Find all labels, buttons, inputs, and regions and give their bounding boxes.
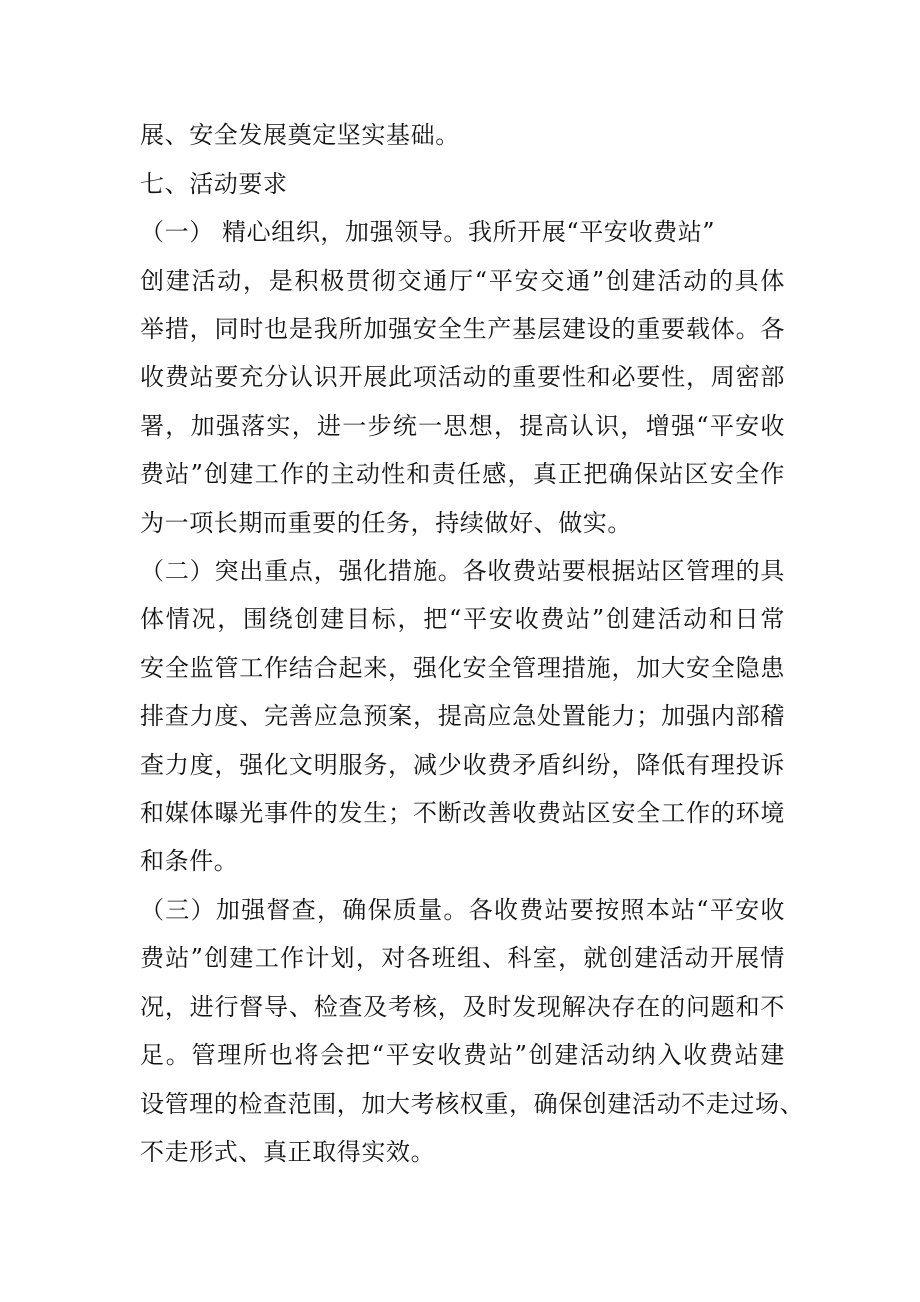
paragraph-line: 查力度，强化文明服务，减少收费矛盾纠纷，降低有理投诉 [140, 751, 785, 779]
paragraph-line: 费站”创建工作计划，对各班组、科室，就创建活动开展情 [140, 944, 785, 972]
paragraph-line: 不走形式、真正取得实效。 [140, 1138, 436, 1166]
paragraph-line: 设管理的检查范围，加大考核权重，确保创建活动不走过场、 [140, 1090, 805, 1118]
paragraph-line: （三）加强督查，确保质量。各收费站要按照本站“平安收 [140, 896, 785, 924]
paragraph-line: 展、安全发展奠定坚实基础。 [140, 121, 460, 149]
paragraph-line: 举措，同时也是我所加强安全生产基层建设的重要载体。各 [140, 315, 785, 343]
paragraph-line: 排查力度、完善应急预案，提高应急处置能力；加强内部稽 [140, 702, 785, 730]
section-heading: 七、活动要求 [140, 170, 288, 198]
paragraph-line: 体情况，围绕创建目标，把“平安收费站”创建活动和日常 [140, 605, 785, 633]
paragraph-line: （一） 精心组织，加强领导。我所开展“平安收费站” [140, 218, 716, 246]
paragraph-line: 和媒体曝光事件的发生；不断改善收费站区安全工作的环境 [140, 799, 785, 827]
paragraph-line: 况，进行督导、检查及考核，及时发现解决存在的问题和不 [140, 993, 785, 1021]
paragraph-line: （二）突出重点，强化措施。各收费站要根据站区管理的具 [140, 557, 785, 585]
paragraph-line: 安全监管工作结合起来，强化安全管理措施，加大安全隐患 [140, 654, 785, 682]
paragraph-line: 和条件。 [140, 847, 239, 875]
paragraph-line: 费站”创建工作的主动性和责任感，真正把确保站区安全作 [140, 460, 785, 488]
paragraph-line: 创建活动，是积极贯彻交通厅“平安交通”创建活动的具体 [140, 267, 785, 295]
paragraph-line: 足。管理所也将会把“平安收费站”创建活动纳入收费站建 [140, 1041, 785, 1069]
paragraph-line: 署，加强落实，进一步统一思想，提高认识，增强“平安收 [140, 412, 785, 440]
paragraph-line: 为一项长期而重要的任务，持续做好、做实。 [140, 509, 632, 537]
paragraph-line: 收费站要充分认识开展此项活动的重要性和必要性，周密部 [140, 363, 785, 391]
